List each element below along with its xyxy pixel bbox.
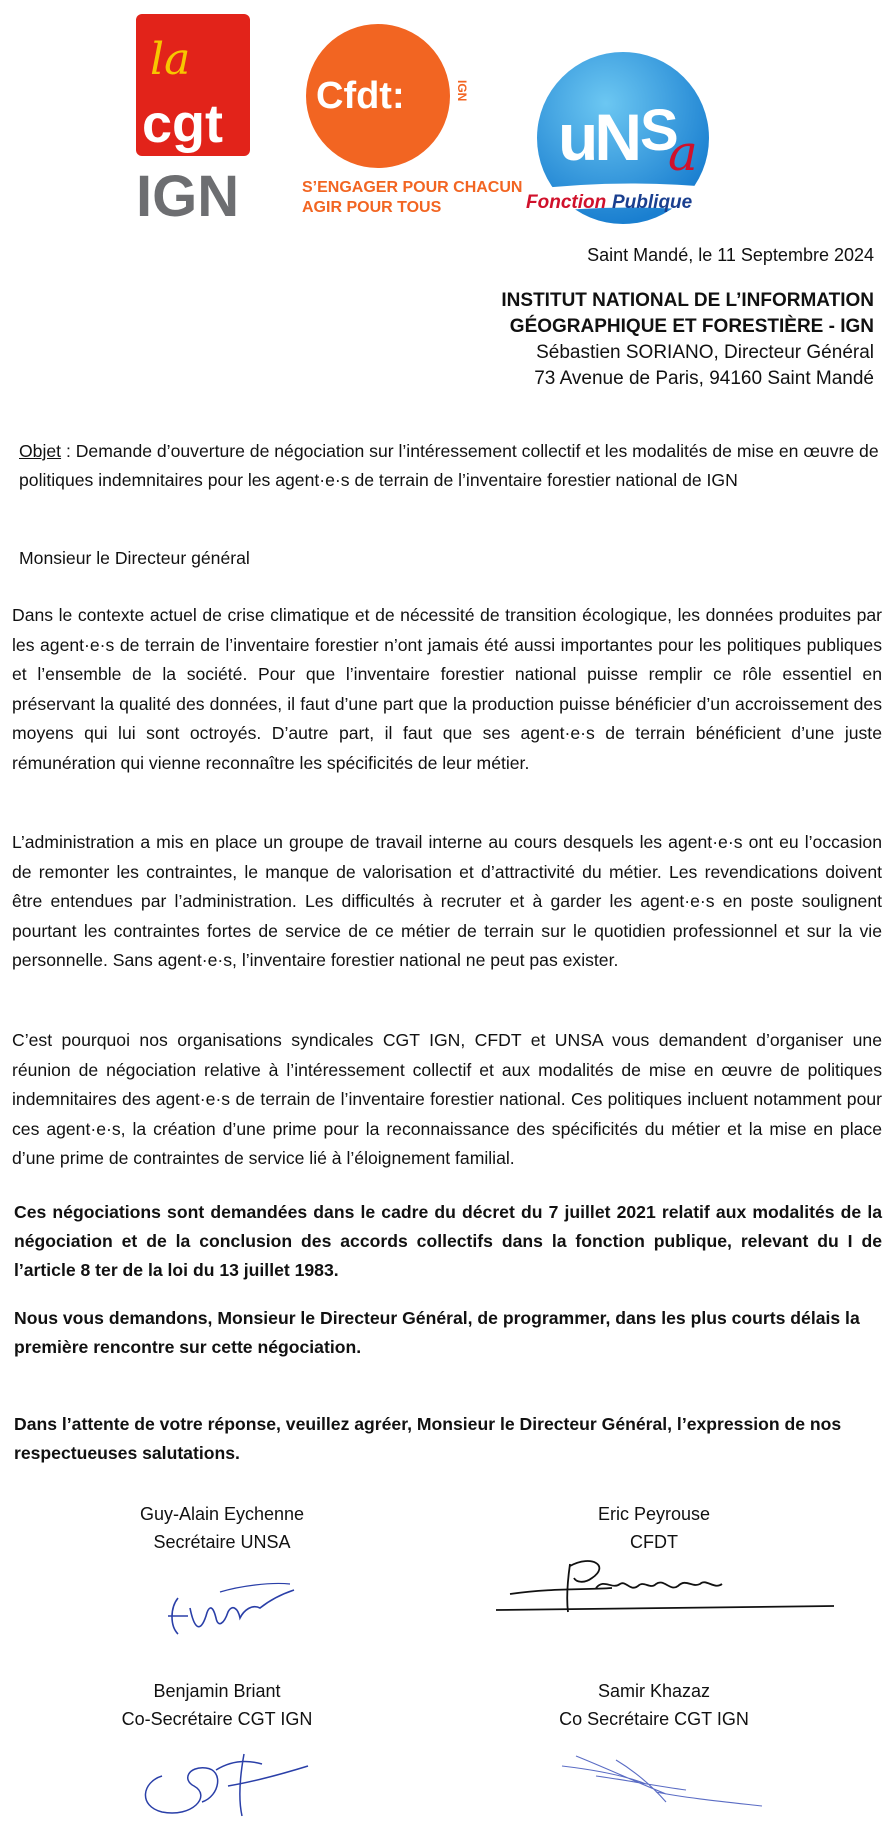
signatory-unsa [62, 1500, 382, 1556]
unsa-fonction-publique-logo [520, 52, 726, 230]
svg-text:Fonction: Fonction [526, 192, 607, 213]
body-paragraph-5: Nous vous demandons, Monsieur le Directeur Général, de programmer, dans les plus courts délais la première rencontre sur cette négociation. [14, 1308, 860, 1357]
body-paragraph-4: Ces négociations sont demandées dans le cadre du décret du 7 juillet 2021 relatif aux modalités de la négociation et de la conclusion des accords collectifs dans la fonction publique, relevant du I de l’article 8 ter de la loi du 13 juillet 1983. [14, 1202, 882, 1280]
svg-text:uN: uN [558, 100, 638, 174]
signature-khazaz [556, 1746, 766, 1816]
salutation: Monsieur le Directeur général [19, 548, 250, 568]
svg-text:IGN: IGN [136, 164, 240, 229]
signatory-role: Secrétaire UNSA [153, 1532, 291, 1552]
signature-briant [132, 1746, 312, 1826]
signatory-name: Guy-Alain Eychenne [139, 1504, 305, 1524]
signature-peyrouse [492, 1548, 836, 1618]
svg-text:a: a [668, 124, 698, 182]
object-label: Objet [19, 441, 62, 461]
closing-formula: Dans l’attente de votre réponse, veuillez agréer, Monsieur le Directeur Général, l’expression de nos respectueuses salutations. [14, 1414, 842, 1463]
svg-text:AGIR POUR TOUS: AGIR POUR TOUS [302, 199, 442, 216]
recipient-line-3: Sébastien SORIANO, Directeur Général [536, 342, 874, 363]
signatory-cgt-2 [494, 1677, 814, 1733]
recipient-line-2: GÉOGRAPHIQUE ET FORESTIÈRE - IGN [509, 316, 874, 337]
signatory-cgt-1 [57, 1677, 377, 1733]
recipient-line-4: 73 Avenue de Paris, 94160 Saint Mandé [534, 368, 874, 389]
letter-date: Saint Mandé, le 11 Septembre 2024 [587, 245, 874, 265]
svg-text:S: S [640, 98, 679, 163]
body-paragraph-3: C’est pourquoi nos organisations syndicales CGT IGN, CFDT et UNSA vous demandent d’organiser une réunion de négociation relative à l’intéressement collectif et aux modalités de mise en œuvre de politiques indemnitaires des agent·e·s de terrain de l’inventaire forestier national. Ces politiques incluent notamment pour ces agent·e·s, la création d’une prime pour la reconnaissance des spécificités du métier et la mise en place d’une prime de contraintes de service lié à l’éloignement familial. [12, 1030, 882, 1169]
svg-text:cgt: cgt [142, 94, 223, 154]
cgt-ign-logo [136, 14, 250, 229]
svg-text:Cfdt:: Cfdt: [316, 75, 405, 117]
signatory-name: Samir Khazaz [597, 1681, 711, 1701]
object-text: : Demande d’ouverture de négociation sur l’intéressement collectif et les modalités de mise en œuvre de politiques indemnitaires pour les agent·e·s de terrain de l’inventaire forestier national de IGN [19, 441, 879, 490]
svg-text:IGN: IGN [455, 80, 469, 102]
signatory-role: Co-Secrétaire CGT IGN [121, 1709, 313, 1729]
recipient-line-1: INSTITUT NATIONAL DE L’INFORMATION [501, 290, 874, 311]
signatory-name: Eric Peyrouse [597, 1504, 711, 1524]
body-paragraph-2: L’administration a mis en place un groupe de travail interne au cours desquels les agent·e·s ont eu l’occasion de remonter les contraintes, le manque de valorisation et d’attractivité du métier. Les revendications doivent être entendues par l’administration. Les difficultés à recruter et à garder les agent·e·s en poste soulignent pourtant les contraintes fortes de service de ce métier de terrain sur le quotidien professionnel et sur la vie personnelle. Sans agent·e·s, l’inventaire forestier national ne peut pas exister. [12, 832, 882, 971]
object-line [19, 437, 881, 495]
recipient-address [501, 288, 874, 392]
signatory-name: Benjamin Briant [153, 1681, 281, 1701]
signatory-role: CFDT [630, 1532, 678, 1552]
svg-text:la: la [150, 34, 191, 85]
signature-eychenne [160, 1568, 300, 1648]
cfdt-ign-logo [300, 24, 523, 220]
svg-text:S’ENGAGER POUR CHACUN: S’ENGAGER POUR CHACUN [302, 179, 523, 196]
body-paragraph-1: Dans le contexte actuel de crise climatique et de nécessité de transition écologique, les données produites par les agent·e·s de terrain de l’inventaire forestier n’ont jamais été aussi importantes pour les politiques publiques et l’ensemble de la société. Pour que l’inventaire forestier national puisse remplir ce rôle essentiel en préservant la qualité des données, il faut d’une part que la production puisse bénéficier d’un accroissement des moyens qui lui sont octroyés. D’autre part, il faut que ses agent·e·s de terrain bénéficient d’une juste rémunération qui vienne reconnaître les spécificités de leur métier. [12, 605, 882, 773]
signatory-role: Co Secrétaire CGT IGN [559, 1709, 749, 1729]
svg-text:Publique: Publique [612, 192, 693, 213]
